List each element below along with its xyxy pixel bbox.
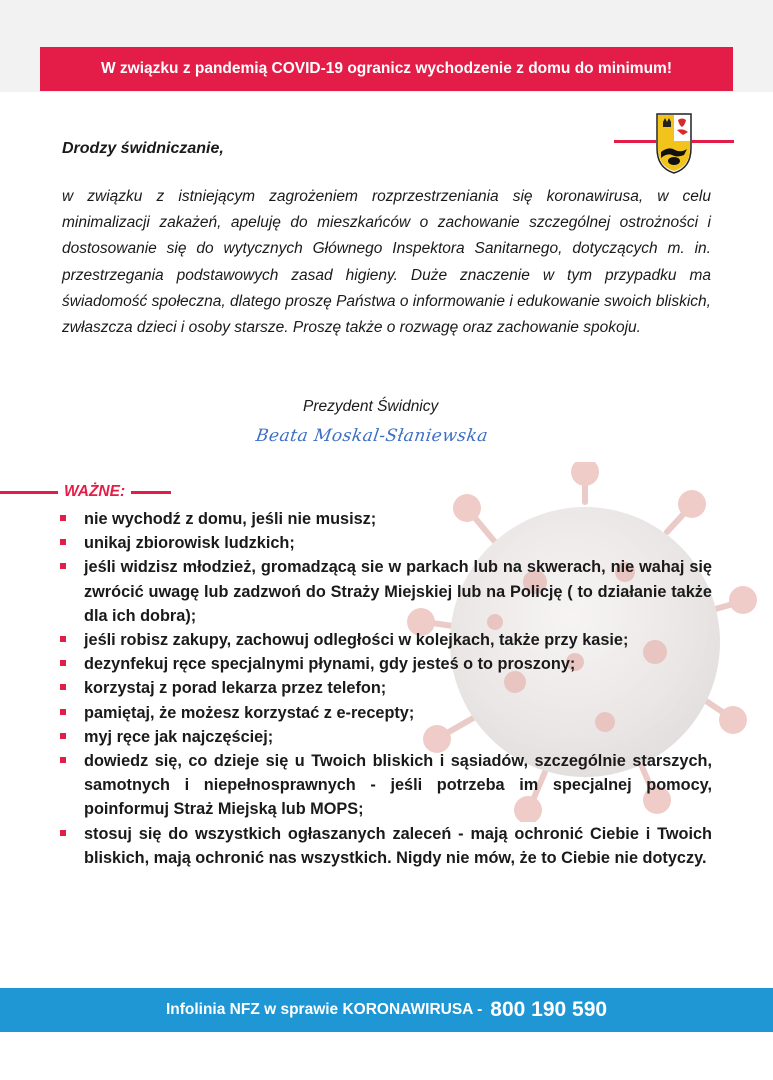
list-item xyxy=(58,555,712,628)
covid-banner xyxy=(40,47,733,91)
city-coat-of-arms-icon xyxy=(656,112,692,174)
letter-salutation: Drodzy świdniczanie, xyxy=(62,140,224,157)
important-heading xyxy=(0,482,200,502)
hotline-text: Infolinia NFZ w sprawie KORONAWIRUSA - xyxy=(165,1001,483,1018)
bullet-marker xyxy=(60,733,66,739)
important-line-right xyxy=(131,491,171,494)
covid-banner-text: W związku z pandemią COVID-19 ogranicz wychodzenie z domu do minimum! xyxy=(101,60,672,77)
list-item-text: dowiedz się, co dzieje się u Twoich bliskich i sąsiadów, szczególnie starszych, samotnych i niepełnosprawnych - jeśli potrzeba im specjalnej pomocy, poinformuj Straż Miejską lub MOPS; xyxy=(84,752,712,819)
list-item-text: korzystaj z porad lekarza przez telefon; xyxy=(84,679,387,698)
bullet-marker xyxy=(60,709,66,715)
crest-line-left xyxy=(614,140,656,143)
list-item xyxy=(58,652,712,676)
list-item-text: pamiętaj, że możesz korzystać z e-recepty; xyxy=(84,703,415,722)
letter-body: w związku z istniejącym zagrożeniem rozprzestrzeniania się koronawirusa, w celu minimalizacji zakażeń, apeluję do mieszkańców o zachowanie szczególnej ostrożności i dostosowanie się do wytycznych Głównego Inspektora Sanitarnego, dotyczących m. in. przestrzegania podstawowych zasad higieny. Duże znaczenie w tym przypadku ma świadomość społeczna, dlatego proszę Państwa o informowanie i edukowanie swoich bliskich, zwłaszcza dzieci i osoby starsze. Proszę także o rozwagę oraz zachowanie spokoju. xyxy=(62,188,711,337)
list-item xyxy=(58,628,712,652)
list-item xyxy=(58,701,712,725)
list-item xyxy=(58,676,712,700)
important-list xyxy=(58,507,712,870)
list-item xyxy=(58,749,712,822)
crest-group xyxy=(614,112,734,176)
important-label: WAŻNE: xyxy=(64,483,126,500)
top-banner xyxy=(0,0,773,92)
bullet-marker xyxy=(60,684,66,690)
bullet-marker xyxy=(60,539,66,545)
bullet-marker xyxy=(60,757,66,763)
list-item-text: jeśli robisz zakupy, zachowuj odległości w kolejkach, także przy kasie; xyxy=(84,631,629,650)
list-item-text: nie wychodź z domu, jeśli nie musisz; xyxy=(84,510,377,528)
list-item-text: dezynfekuj ręce specjalnymi płynami, gdy jesteś o to proszony; xyxy=(84,655,576,674)
list-item xyxy=(58,531,712,555)
list-item xyxy=(58,725,712,749)
bullet-marker xyxy=(60,515,66,521)
list-item-text: jeśli widzisz młodzież, gromadzącą sie w parkach lub na skwerach, nie wahaj się zwrócić uwagę lub zadzwoń do Straży Miejskiej lub na Policję ( to działanie także dla ich dobra); xyxy=(84,558,712,625)
signatory-title: Prezydent Świdnicy xyxy=(303,398,439,415)
hotline-phone-number: 800 190 590 xyxy=(490,998,608,1021)
list-item-text: myj ręce jak najczęściej; xyxy=(84,727,274,746)
list-item-text: stosuj się do wszystkich ogłaszanych zaleceń - mają ochronić Ciebie i Twoich bliskich, mają ochronić nas wszystkich. Nigdy nie mów, że to Ciebie nie dotyczy. xyxy=(84,824,712,867)
hotline-banner xyxy=(0,988,773,1032)
list-item-text: unikaj zbiorowisk ludzkich; xyxy=(84,534,295,553)
bullet-marker xyxy=(60,660,66,666)
bullet-marker xyxy=(60,830,66,836)
important-line-left xyxy=(0,491,58,494)
handwritten-signature: Beata Moskal-Słaniewska xyxy=(254,426,490,446)
list-item xyxy=(58,507,712,531)
bullet-marker xyxy=(60,563,66,569)
list-item xyxy=(58,822,712,870)
crest-line-right xyxy=(692,140,734,143)
bullet-marker xyxy=(60,636,66,642)
